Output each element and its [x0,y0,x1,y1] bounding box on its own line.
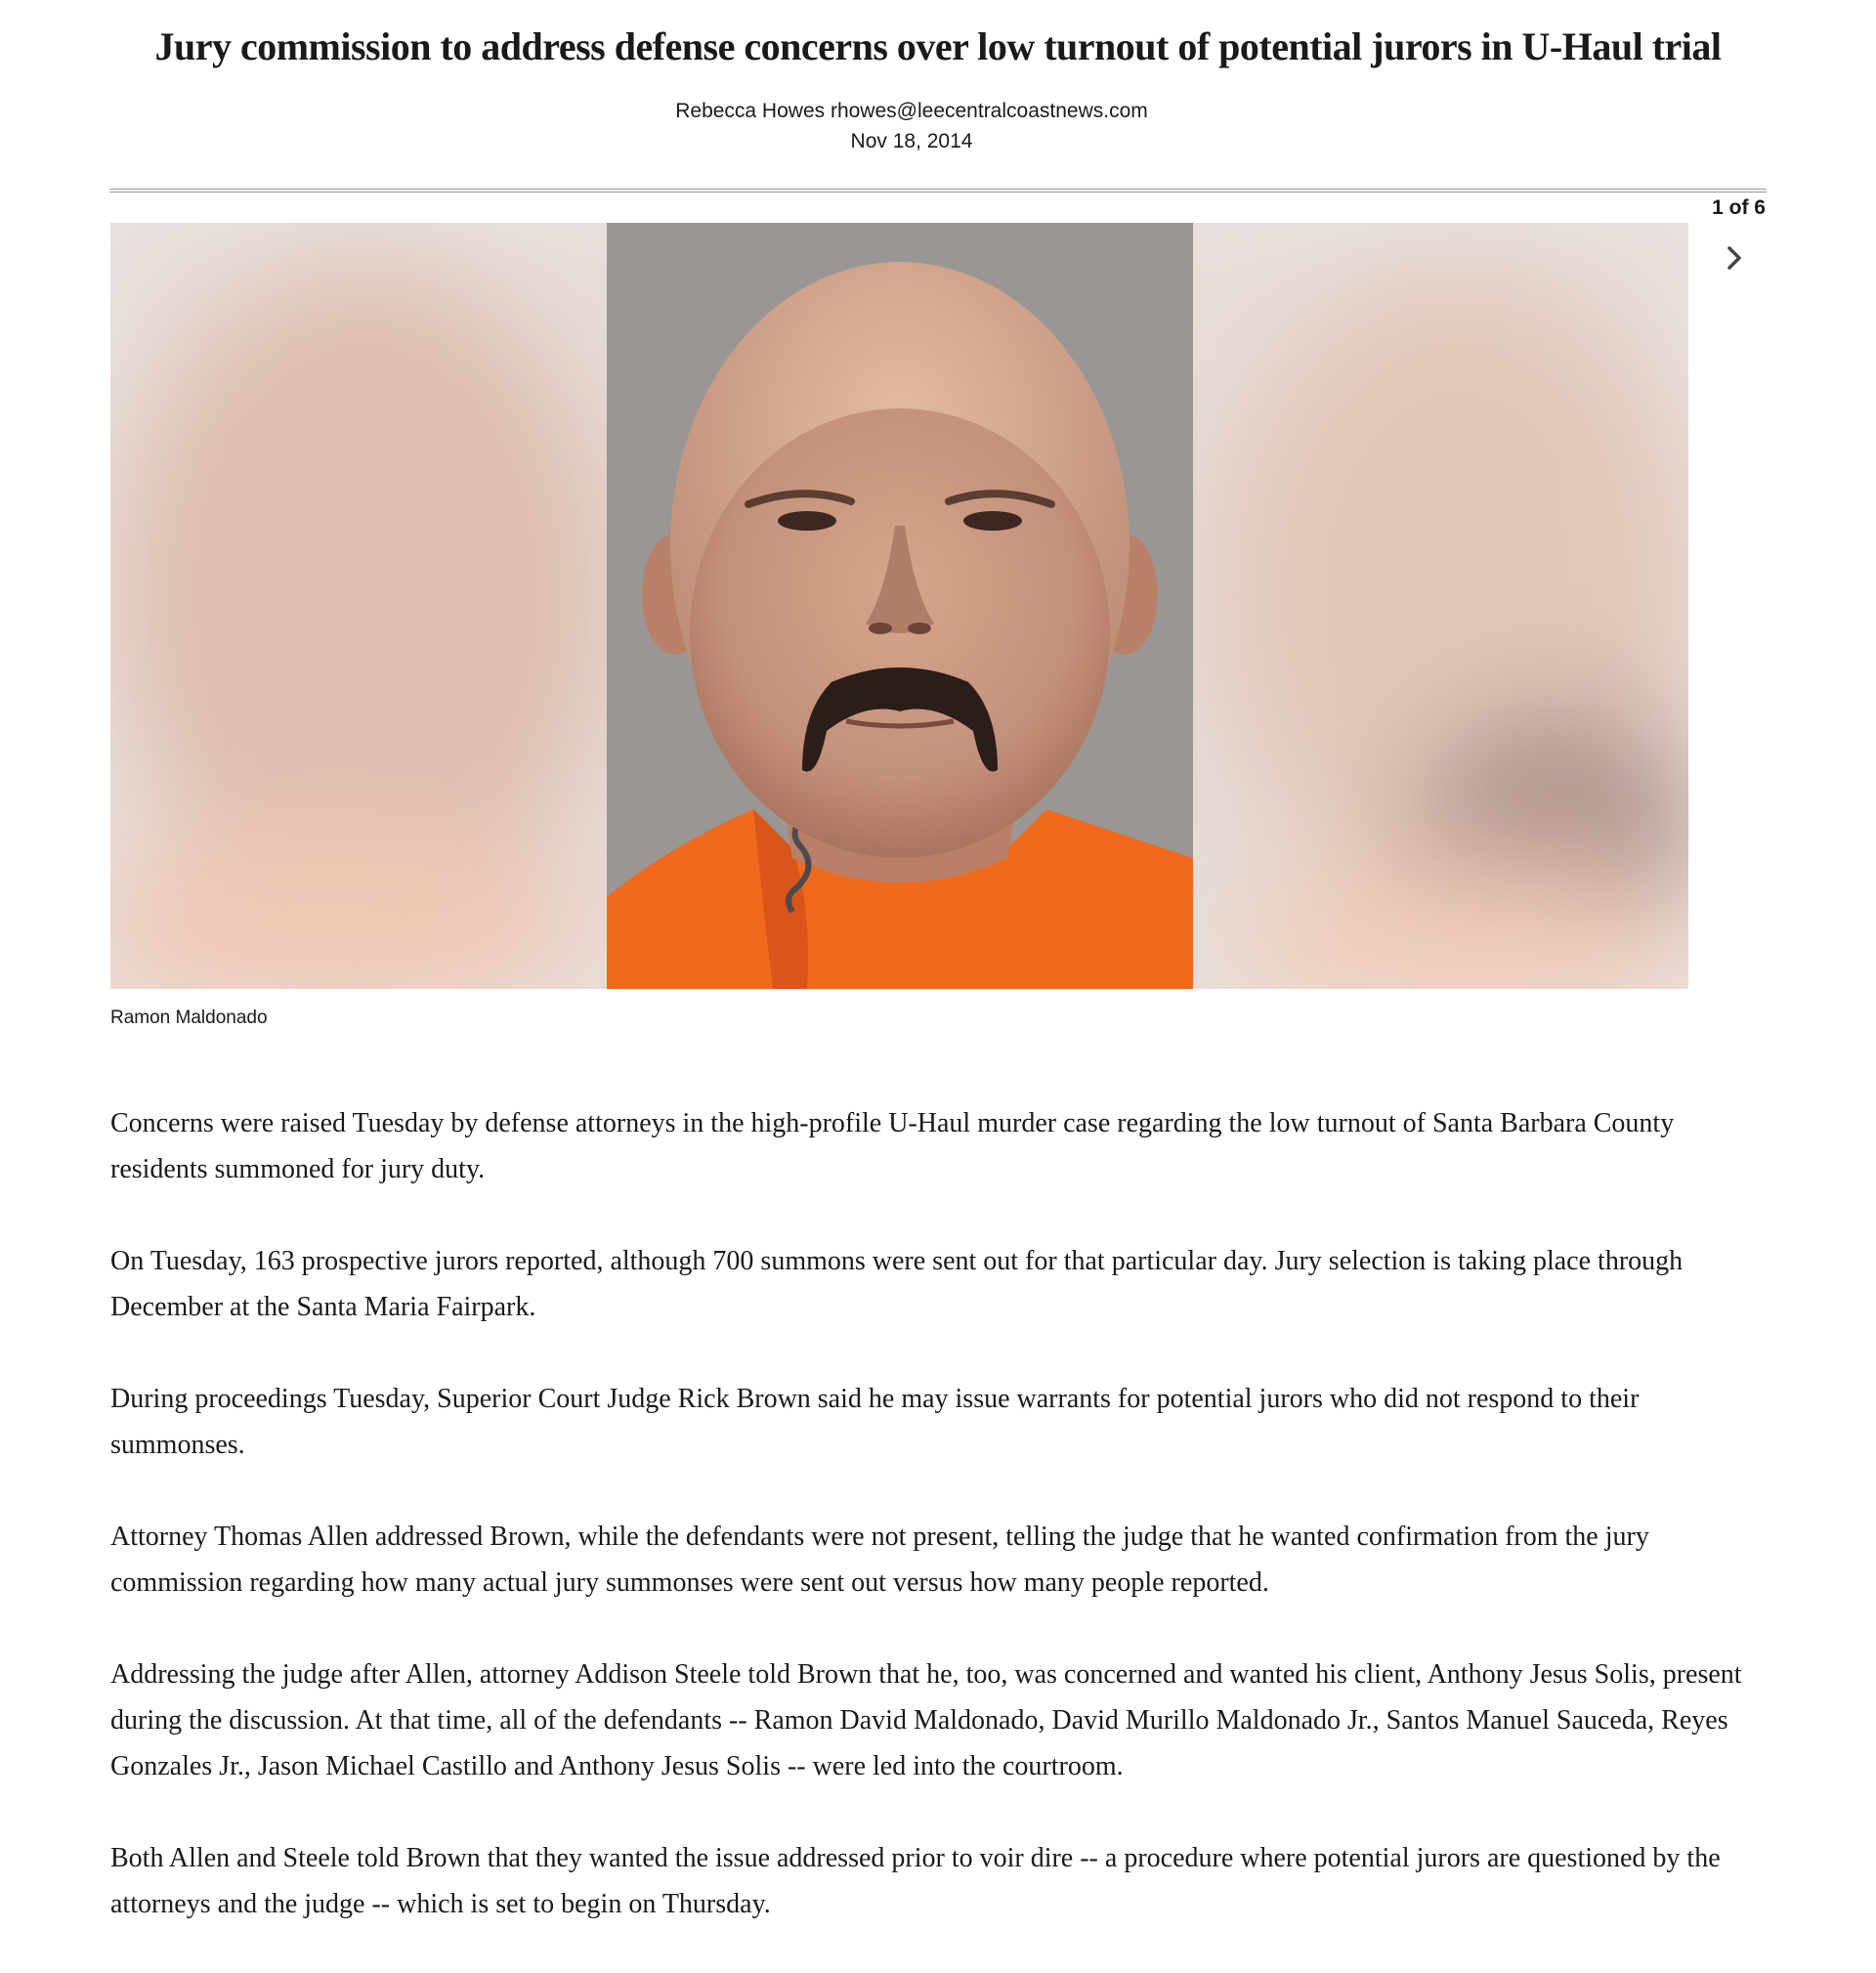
paragraph: Concerns were raised Tuesday by defense attorneys in the high-profile U-Haul murder case regarding the low turnout of Santa Barbara County residents summoned for jury duty. [110,1108,1675,1184]
header-divider [109,189,1767,193]
paragraph: Attorney Thomas Allen addressed Brown, while the defendants were not present, telling the judge that he wanted confirmation from the jury commission regarding how many actual jury summonses were sent out versus how many people reported. [110,1522,1649,1598]
photo-caption: Ramon Maldonado [110,1008,268,1028]
paragraph: Both Allen and Steele told Brown that they wanted the issue addressed prior to voir dire -- a procedure where potential jurors are questioned by the attorneys and the judge -- which is set to begin on Thursday. [110,1843,1721,1919]
paragraph: During proceedings Tuesday, Superior Court Judge Rick Brown said he may issue warrants for potential jurors who did not respond to their summonses. [110,1384,1640,1460]
publish-date: Nov 18, 2014 [850,130,973,152]
byline[interactable]: Rebecca Howes rhowes@leecentralcoastnews.com [675,100,1148,122]
chevron-right-icon[interactable] [1717,240,1752,276]
article-body [110,1100,1771,1973]
paragraph: On Tuesday, 163 prospective jurors reported, although 700 summons were sent out for that particular day. Jury selection is taking place through December at the Santa Maria Fairpark. [110,1246,1684,1322]
article-headline: Jury commission to address defense concerns over low turnout of potential jurors in U-Haul trial [154,24,1722,68]
gallery-counter: 1 of 6 [1712,196,1766,219]
photo-gallery[interactable] [110,223,1688,989]
defendant-photo [607,223,1193,989]
paragraph: Addressing the judge after Allen, attorney Addison Steele told Brown that he, too, was concerned and wanted his client, Anthony Jesus Solis, present during the discussion. At that time, all of the defendants -- Ramon David Maldonado, David Murillo Maldonado Jr., Santos Manuel Sauceda, Reyes Gonzales Jr., Jason Michael Castillo and Anthony Jesus Solis -- were led into the courtroom. [110,1659,1742,1781]
